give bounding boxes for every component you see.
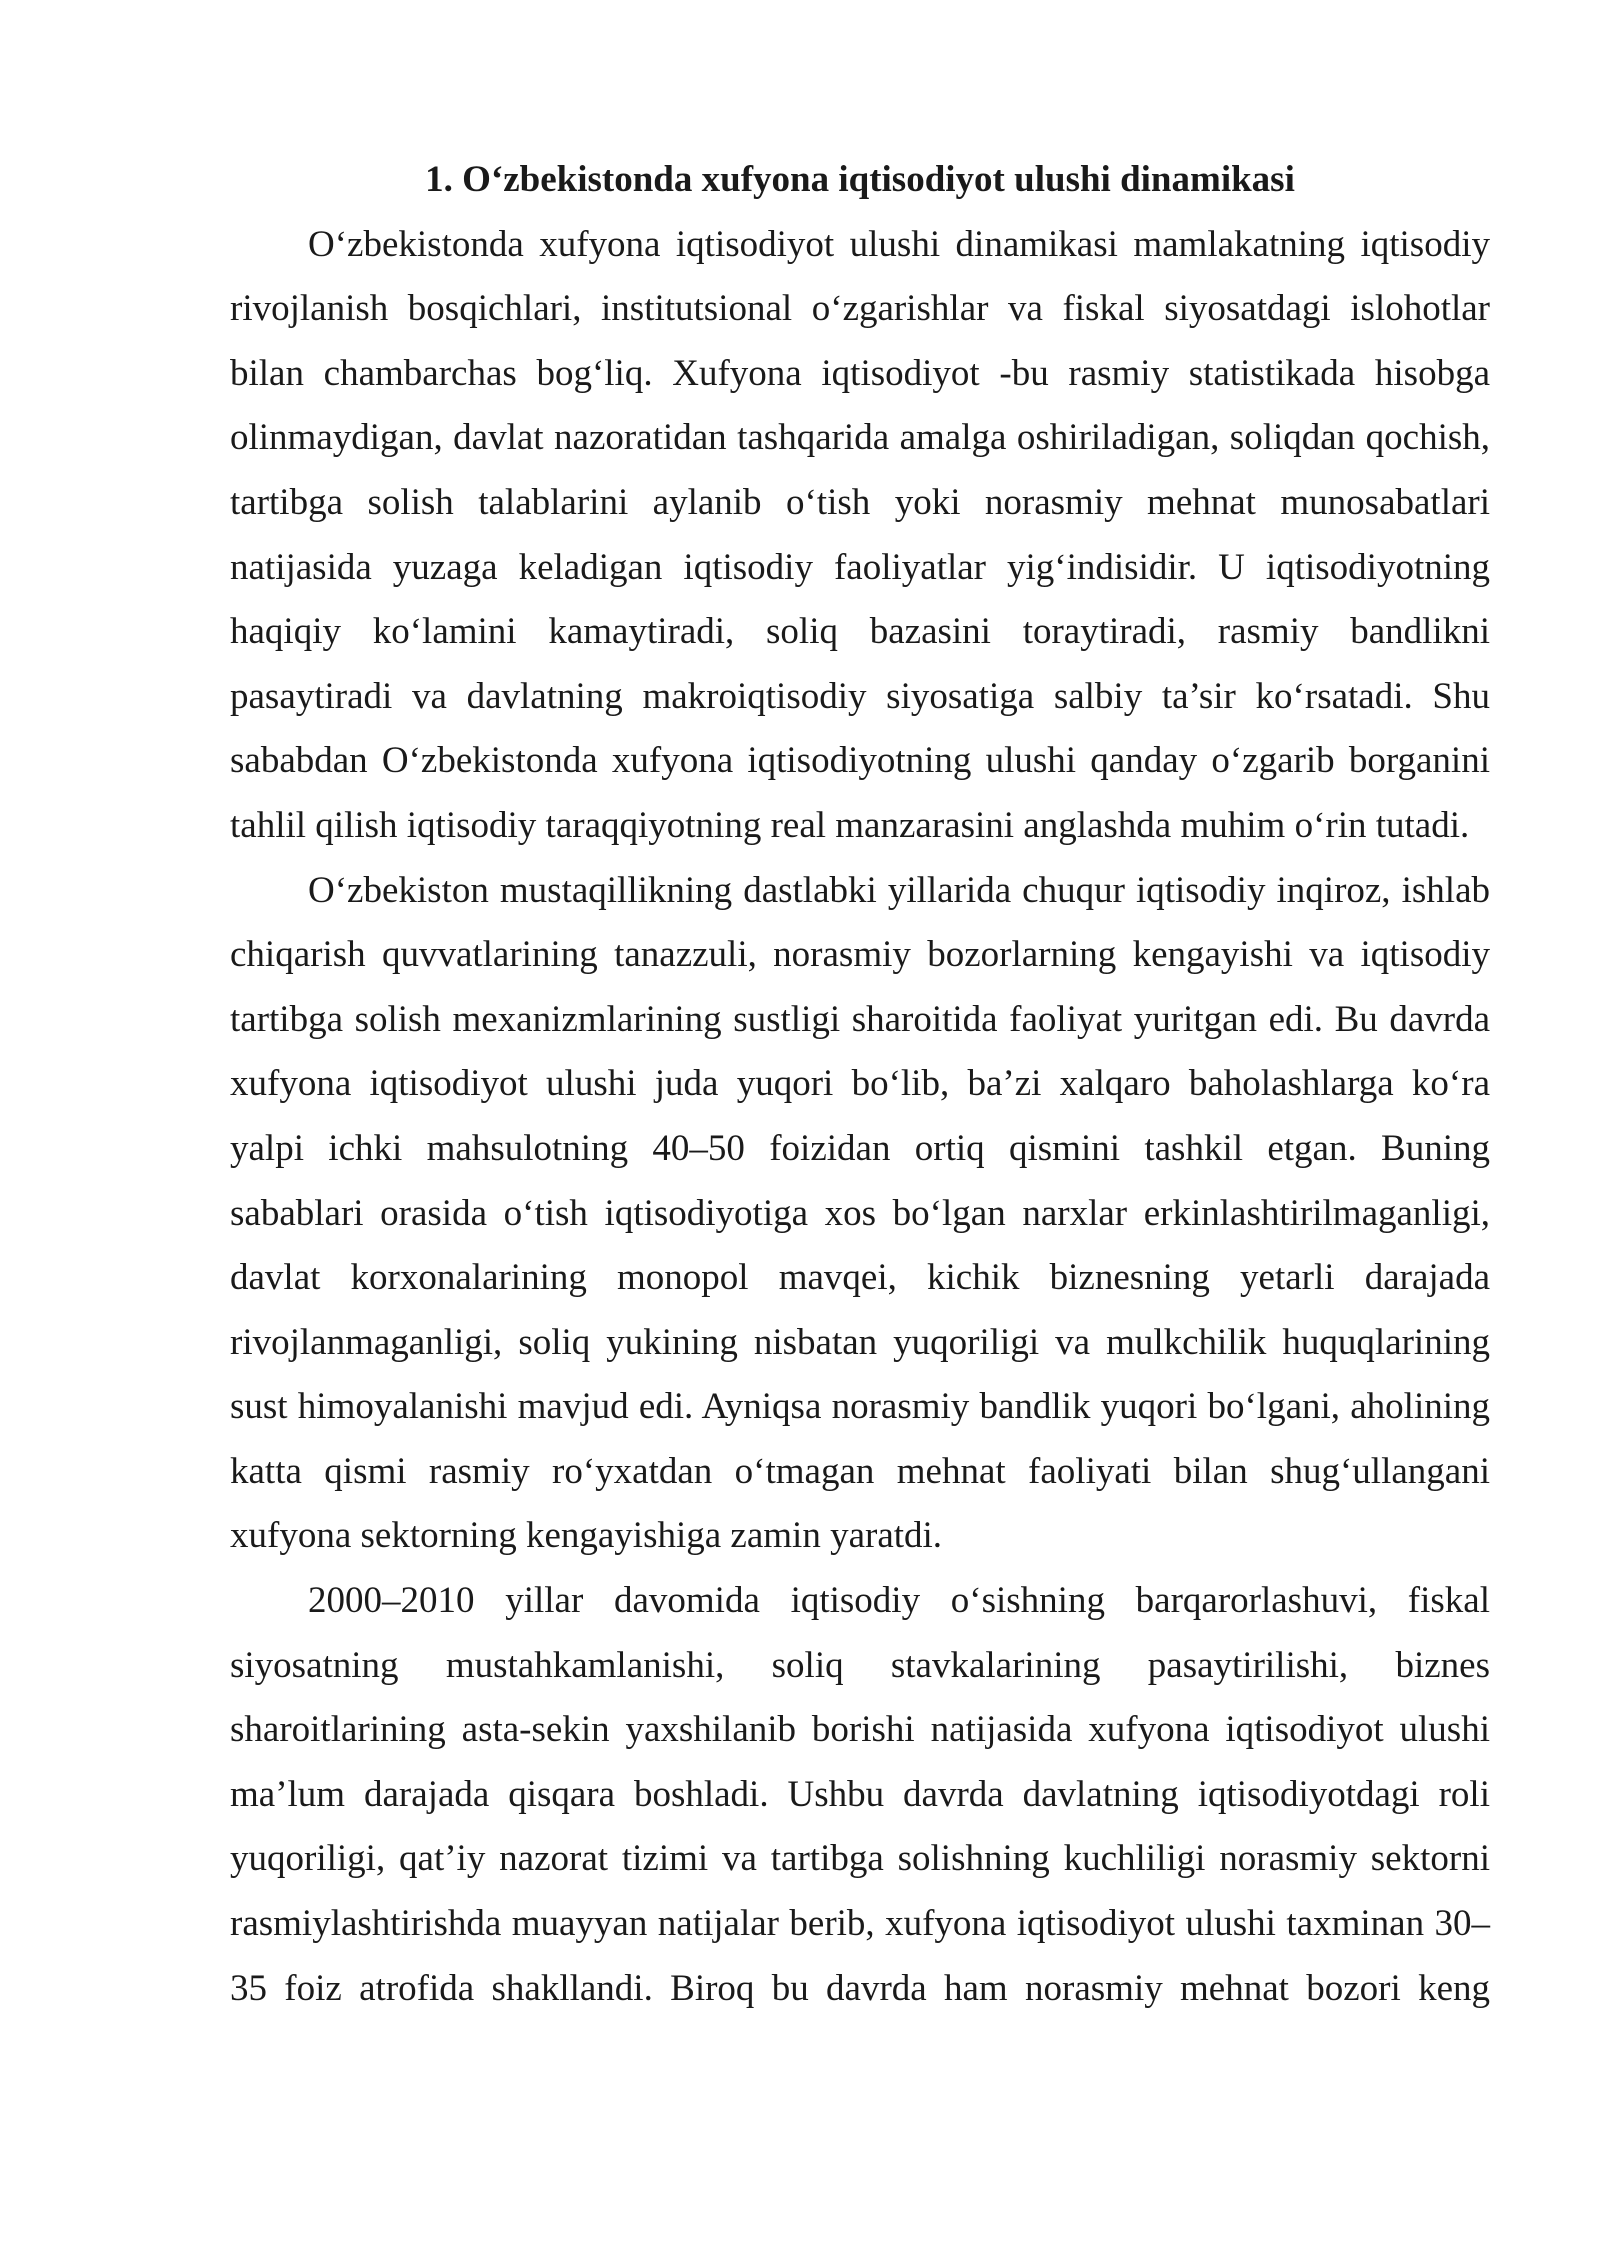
document-page — [230, 148, 1490, 2021]
paragraph-independence-era: O‘zbekiston mustaqillikning dastlabki yillarida chuqur iqtisodiy inqiroz, ishlab chiqarish quvvatlarining tanazzuli, norasmiy bozorlarning kengayishi va iqtisodiy tartibga solish mexanizmlarining sustligi sharoitida faoliyat yuritgan edi. Bu davrda xufyona iqtisodiyot ulushi juda yuqori bo‘lib, ba’zi xalqaro baholashlarga ko‘ra yalpi ichki mahsulotning 40–50 foizidan ortiq qismini tashkil etgan. Buning sabablari orasida o‘tish iqtisodiyotiga xos bo‘lgan narxlar erkinlashtirilmaganligi, davlat korxonalarining monopol mavqei, kichik biznesning yetarli darajada rivojlanmaganligi, soliq yukining nisbatan yuqoriligi va mulkchilik huquqlarining sust himoyalanishi mavjud edi. Ayniqsa norasmiy bandlik yuqori bo‘lgani, aholining katta qismi rasmiy ro‘yxatdan o‘tmagan mehnat faoliyati bilan shug‘ullangani xufyona sektorning kengayishiga zamin yaratdi. — [230, 869, 1490, 1557]
section-title: 1. O‘zbekistonda xufyona iqtisodiyot ulushi dinamikasi — [425, 159, 1295, 200]
paragraph-definition: O‘zbekistonda xufyona iqtisodiyot ulushi dinamikasi mamlakatning iqtisodiy rivojlanish bosqichlari, institutsional o‘zgarishlar va fiskal siyosatdagi islohotlar bilan chambarchas bog‘liq. Xufyona iqtisodiyot -bu rasmiy statistikada hisobga olinmaydigan, davlat nazoratidan tashqarida amalga oshiriladigan, soliqdan qochish, tartibga solish talablarini aylanib o‘tish yoki norasmiy mehnat munosabatlari natijasida yuzaga keladigan iqtisodiy faoliyatlar yig‘indisidir. U iqtisodiyotning haqiqiy ko‘lamini kamaytiradi, soliq bazasini toraytiradi, rasmiy bandlikni pasaytiradi va davlatning makroiqtisodiy siyosatiga salbiy ta’sir ko‘rsatadi. Shu sababdan O‘zbekistonda xufyona iqtisodiyotning ulushi qanday o‘zgarib borganini tahlil qilish iqtisodiy taraqqiyotning real manzarasini anglashda muhim o‘rin tutadi. — [230, 223, 1490, 846]
paragraph-2000-2010: 2000–2010 yillar davomida iqtisodiy o‘sishning barqarorlashuvi, fiskal siyosatning mustahkamlanishi, soliq stavkalarining pasaytirilishi, biznes sharoitlarining asta-sekin yaxshilanib borishi natijasida xufyona iqtisodiyot ulushi ma’lum darajada qisqara boshladi. Ushbu davrda davlatning iqtisodiyotdagi roli yuqoriligi, qat’iy nazorat tizimi va tartibga solishning kuchliligi norasmiy sektorni rasmiylashtirishda muayyan natijalar berib, xufyona iqtisodiyot ulushi taxminan 30–35 foiz atrofida shakllandi. Biroq bu davrda ham norasmiy mehnat bozori keng — [230, 1580, 1490, 2009]
